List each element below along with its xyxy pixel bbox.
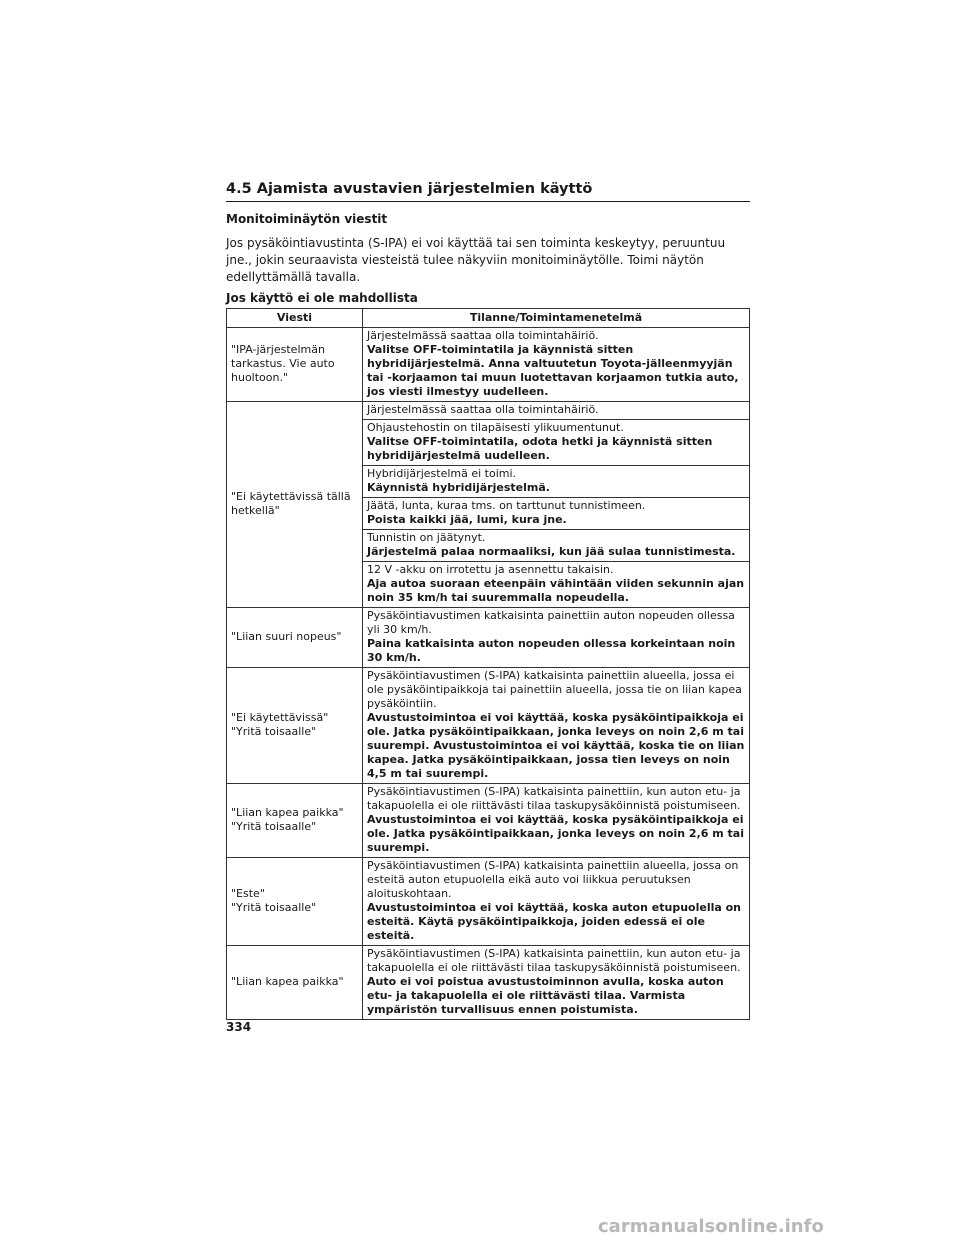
messages-table	[226, 308, 750, 1020]
section-header: 4.5 Ajamista avustavien järjestelmien käyttö	[226, 179, 750, 202]
message-text: "Yritä toisaalle"	[231, 820, 317, 833]
situation-cell	[363, 946, 750, 1020]
message-cell	[227, 668, 363, 784]
message-text: "Liian suuri nopeus"	[231, 630, 342, 643]
table-row	[227, 402, 750, 420]
table-row	[227, 784, 750, 858]
situation-text: Järjestelmässä saattaa olla toimintahäiriö.	[367, 329, 599, 342]
action-text: Poista kaikki jää, lumi, kura jne.	[367, 513, 567, 526]
situation-text: Järjestelmässä saattaa olla toimintahäiriö.	[367, 403, 599, 416]
action-text: Avustustoimintoa ei voi käyttää, koska auton etupuolella on esteitä. Käytä pysäköintipaikkoja, joiden edessä ei ole esteitä.	[367, 901, 741, 942]
message-text: "Liian kapea paikka"	[231, 806, 344, 819]
situation-cell	[363, 530, 750, 562]
situation-text: Hybridijärjestelmä ei toimi.	[367, 467, 517, 480]
situation-text: Pysäköintiavustimen katkaisinta painettiin auton nopeuden ollessa yli 30 km/h.	[367, 609, 735, 636]
action-text: Auto ei voi poistua avustustoiminnon avulla, koska auton etu- ja takapuolella ei ole riittävästi tilaa. Varmista ympäristön turvallisuus ennen poistumista.	[367, 975, 724, 1016]
situation-cell	[363, 668, 750, 784]
message-text: "IPA-järjestelmän tarkastus. Vie auto huoltoon."	[231, 343, 335, 384]
situation-cell	[363, 608, 750, 668]
situation-cell	[363, 328, 750, 402]
message-text: "Ei käytettävissä tällä hetkellä"	[231, 490, 351, 517]
action-text: Paina katkaisinta auton nopeuden ollessa korkeintaan noin 30 km/h.	[367, 637, 736, 664]
situation-cell	[363, 562, 750, 608]
situation-text: Pysäköintiavustimen (S-IPA) katkaisinta painettiin, kun auton etu- ja takapuolella ei ole riittävästi tilaa taskupysäköinnistä poistumiseen.	[367, 947, 741, 974]
situation-cell	[363, 420, 750, 466]
situation-cell	[363, 858, 750, 946]
table-row	[227, 858, 750, 946]
table-row	[227, 608, 750, 668]
situation-cell	[363, 498, 750, 530]
message-text: "Liian kapea paikka"	[231, 975, 344, 988]
action-text: Valitse OFF-toimintatila ja käynnistä sitten hybridijärjestelmä. Anna valtuutetun Toyota-jälleenmyyjän tai -korjaamon tai muun luotettavan korjaamon tutkia auto, jos viesti ilmestyy uudelleen.	[367, 343, 739, 398]
table-row	[227, 328, 750, 402]
situation-text: Pysäköintiavustimen (S-IPA) katkaisinta painettiin alueella, jossa on esteitä auton etupuolella eikä auto voi liikkua peruutuksen aloituskohtaan.	[367, 859, 739, 900]
situation-text: Pysäköintiavustimen (S-IPA) katkaisinta painettiin alueella, jossa ei ole pysäköintipaikkoja tai painettiin alueella, jossa tie on liian kapea pysäköintiin.	[367, 669, 742, 710]
table-body	[227, 328, 750, 1020]
column-header-message: Viesti	[227, 309, 363, 328]
situation-text: 12 V -akku on irrotettu ja asennettu takaisin.	[367, 563, 614, 576]
intro-paragraph: Jos pysäköintiavustinta (S-IPA) ei voi käyttää tai sen toiminta keskeytyy, peruuntuu jne., jokin seuraavista viesteistä tulee näkyviin monitoiminäytölle. Toimi näytön edellyttämällä tavalla.	[226, 236, 726, 284]
action-text: Järjestelmä palaa normaaliksi, kun jää sulaa tunnistimesta.	[367, 545, 736, 558]
action-text: Käynnistä hybridijärjestelmä.	[367, 481, 550, 494]
message-cell	[227, 328, 363, 402]
table-row	[227, 946, 750, 1020]
page-number: 334	[226, 1020, 252, 1034]
situation-cell	[363, 466, 750, 498]
message-cell	[227, 946, 363, 1020]
action-text: Avustustoimintoa ei voi käyttää, koska pysäköintipaikkoja ei ole. Jatka pysäköintipaikkaan, jonka leveys on noin 2,6 m tai suurempi. Avustustoimintoa ei voi käyttää, koska tie on liian kapea. Jatka pysäköintipaikkaan, jossa tien leveys on noin 4,5 m tai suurempi.	[367, 711, 745, 780]
action-text: Aja autoa suoraan eteenpäin vähintään viiden sekunnin ajan noin 35 km/h tai suuremmalla nopeudella.	[367, 577, 745, 604]
message-cell	[227, 402, 363, 608]
message-text: "Ei käytettävissä"	[231, 711, 329, 724]
action-text: Valitse OFF-toimintatila, odota hetki ja käynnistä sitten hybridijärjestelmä uudelleen.	[367, 435, 713, 462]
message-cell	[227, 858, 363, 946]
situation-text: Pysäköintiavustimen (S-IPA) katkaisinta painettiin, kun auton etu- ja takapuolella ei ole riittävästi tilaa taskupysäköinnistä poistumiseen.	[367, 785, 741, 812]
message-text: "Yritä toisaalle"	[231, 901, 317, 914]
watermark: carmanualsonline.info	[598, 1216, 824, 1237]
monitor-messages-title: Monitoiminäytön viestit	[226, 212, 388, 226]
message-text: "Yritä toisaalle"	[231, 725, 317, 738]
situation-cell	[363, 784, 750, 858]
situation-text: Tunnistin on jäätynyt.	[367, 531, 486, 544]
situation-text: Jäätä, lunta, kuraa tms. on tarttunut tunnistimeen.	[367, 499, 646, 512]
action-text: Avustustoimintoa ei voi käyttää, koska pysäköintipaikkoja ei ole. Jatka pysäköintipaikkaan, jonka leveys on noin 2,6 m tai suurempi.	[367, 813, 744, 854]
message-cell	[227, 608, 363, 668]
situation-cell	[363, 402, 750, 420]
situation-text: Ohjaustehostin on tilapäisesti ylikuumentunut.	[367, 421, 624, 434]
message-text: "Este"	[231, 887, 265, 900]
table-title: Jos käyttö ei ole mahdollista	[226, 291, 418, 305]
table-header-row	[227, 309, 750, 328]
column-header-situation: Tilanne/Toimintamenetelmä	[363, 309, 750, 328]
message-cell	[227, 784, 363, 858]
table-row	[227, 668, 750, 784]
